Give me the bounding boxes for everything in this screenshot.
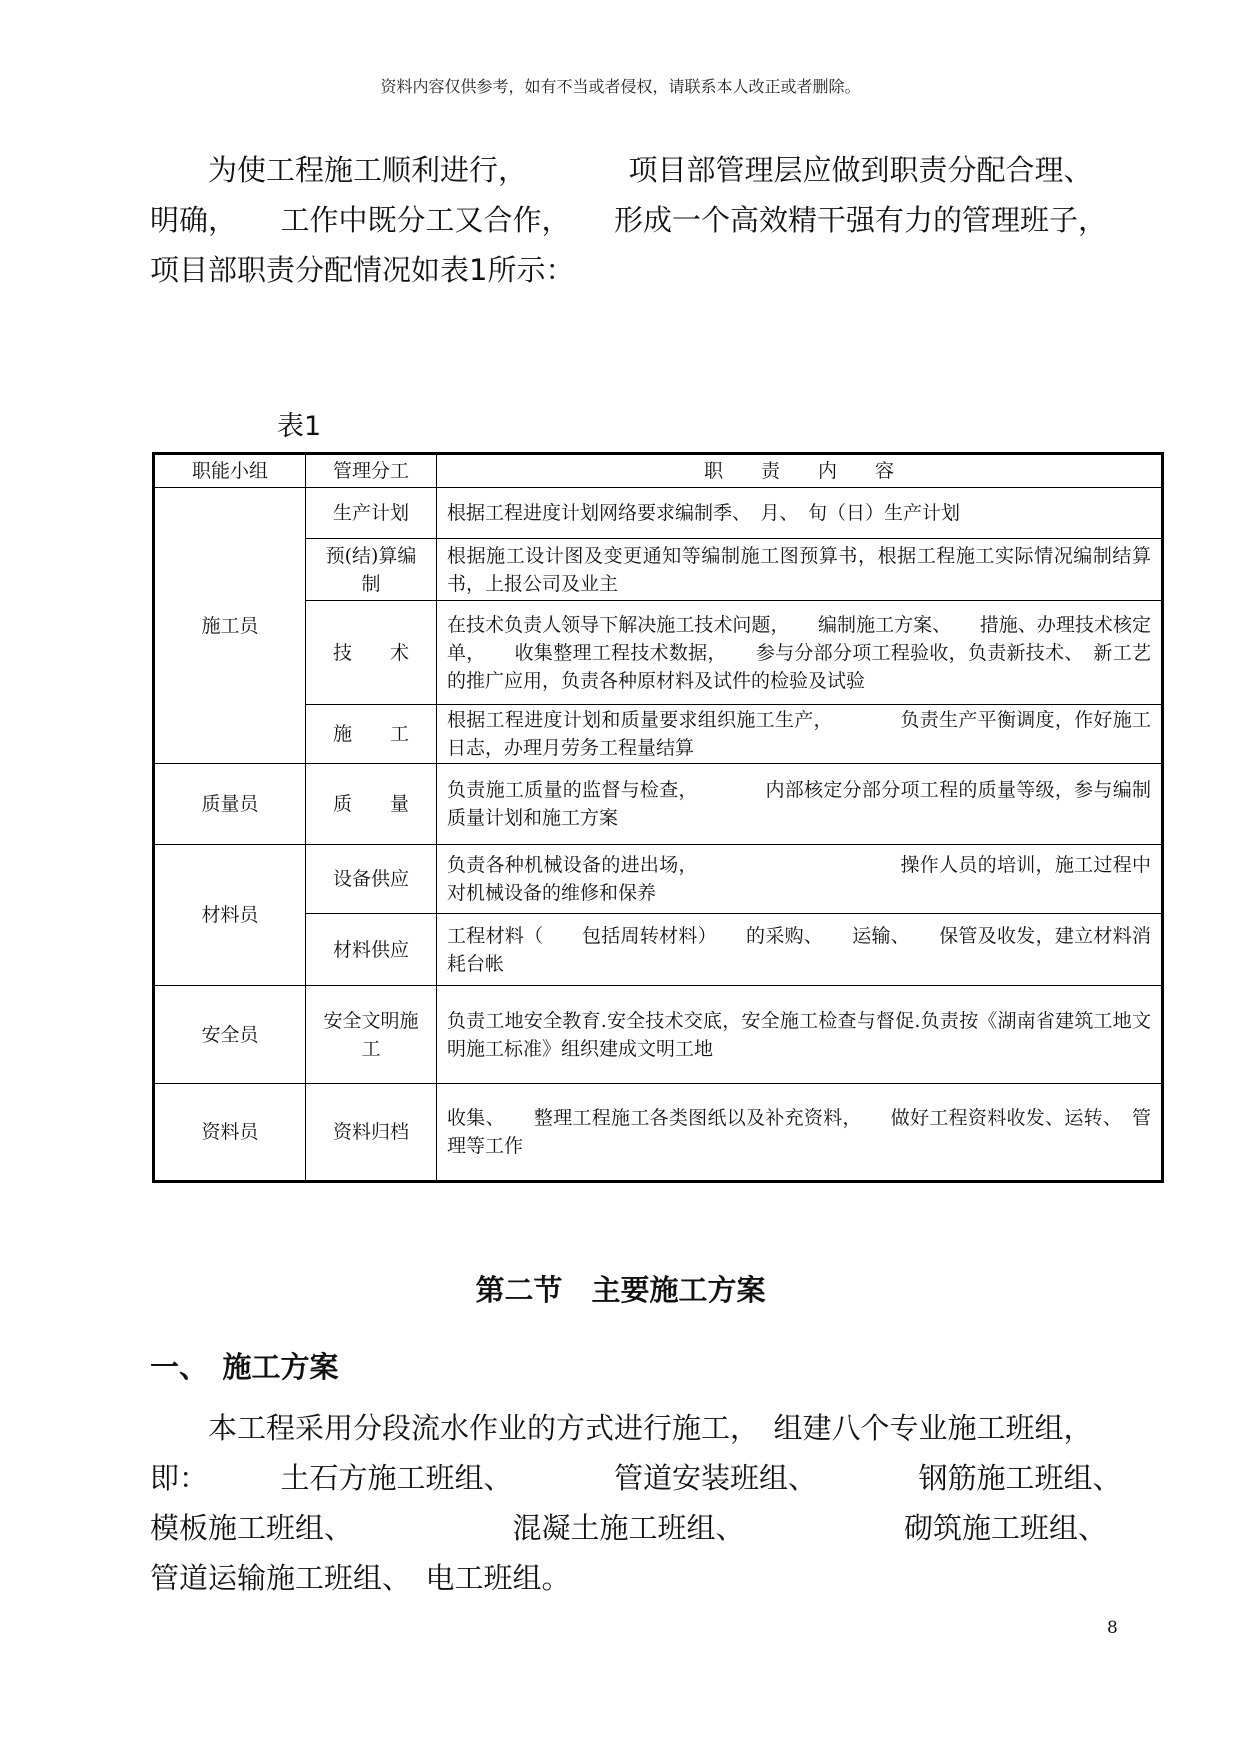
table-row (154, 705, 1163, 764)
table-header-row (154, 454, 1163, 488)
table-row (154, 601, 1163, 705)
header-division: 管理分工 (306, 454, 437, 488)
division-cell: 资料归档 (306, 1084, 437, 1182)
intro-paragraph (150, 145, 1125, 295)
division-cell: 设备供应 (306, 845, 437, 914)
header-duty: 职 责 内 容 (437, 454, 1163, 488)
division-cell: 质 量 (306, 764, 437, 845)
body-paragraph (150, 1403, 1125, 1603)
duty-cell: 负责各种机械设备的进出场， 操作人员的培训，施工过程中对机械设备的维修和保养 (437, 845, 1163, 914)
body-line: 管道运输施工班组、 电工班组。 (150, 1561, 571, 1595)
header-group: 职能小组 (154, 454, 306, 488)
division-cell: 生产计划 (306, 488, 437, 539)
duty-cell: 根据工程进度计划和质量要求组织施工生产， 负责生产平衡调度，作好施工日志，办理月劳务工程量结算 (437, 705, 1163, 764)
group-cell: 施工员 (154, 488, 306, 764)
duty-cell: 根据工程进度计划网络要求编制季、 月、 旬（日）生产计划 (437, 488, 1163, 539)
table-row (154, 539, 1163, 601)
intro-line: 为使工程施工顺利进行， 项目部管理层应做到职责分配合理、 (150, 153, 1093, 187)
division-cell: 安全文明施 工 (306, 986, 437, 1084)
table-row (154, 986, 1163, 1084)
duty-cell: 在技术负责人领导下解决施工技术问题， 编制施工方案、 措施、办理技术核定单， 收集整理工程技术数据， 参与分部分项工程验收，负责新技术、 新工艺的推广应用，负责各种原材料及试件的检验及试验 (437, 601, 1163, 705)
sub-title: 一、 施工方案 (150, 1350, 339, 1384)
body-line: 即： 土石方施工班组、 管道安装班组、 钢筋施工班组、 (150, 1461, 1122, 1495)
duty-cell: 收集、 整理工程施工各类图纸以及补充资料， 做好工程资料收发、运转、 管理等工作 (437, 1084, 1163, 1182)
division-cell: 技 术 (306, 601, 437, 705)
table-caption: 表1 (277, 411, 322, 442)
table-row (154, 1084, 1163, 1182)
intro-line: 明确， 工作中既分工又合作， 形成一个高效精干强有力的管理班子， (150, 203, 1108, 237)
table-row (154, 914, 1163, 986)
table-row (154, 488, 1163, 539)
body-line: 本工程采用分段流水作业的方式进行施工， 组建八个专业施工班组， (150, 1411, 1093, 1445)
group-cell: 资料员 (154, 1084, 306, 1182)
group-cell: 安全员 (154, 986, 306, 1084)
duty-cell: 工程材料（ 包括周转材料） 的采购、 运输、 保管及收发，建立材料消耗台帐 (437, 914, 1163, 986)
division-cell: 预(结)算编 制 (306, 539, 437, 601)
duty-cell: 负责工地安全教育.安全技术交底，安全施工检查与督促.负责按《湖南省建筑工地文明施工标准》组织建成文明工地 (437, 986, 1163, 1084)
section-title: 第二节 主要施工方案 (475, 1273, 766, 1307)
duty-allocation-table (152, 452, 1164, 1183)
page-header-disclaimer: 资料内容仅供参考，如有不当或者侵权，请联系本人改正或者删除。 (380, 77, 861, 96)
table-row (154, 764, 1163, 845)
duty-cell: 负责施工质量的监督与检查， 内部核定分部分项工程的质量等级，参与编制质量计划和施工方案 (437, 764, 1163, 845)
body-line: 模板施工班组、 混凝土施工班组、 砌筑施工班组、 (150, 1511, 1108, 1545)
group-cell: 材料员 (154, 845, 306, 986)
division-cell: 施 工 (306, 705, 437, 764)
intro-line: 项目部职责分配情况如表1所示： (150, 253, 575, 287)
duty-cell: 根据施工设计图及变更通知等编制施工图预算书，根据工程施工实际情况编制结算书，上报公司及业主 (437, 539, 1163, 601)
group-cell: 质量员 (154, 764, 306, 845)
page-number: 8 (1107, 1618, 1118, 1638)
division-cell: 材料供应 (306, 914, 437, 986)
table-row (154, 845, 1163, 914)
